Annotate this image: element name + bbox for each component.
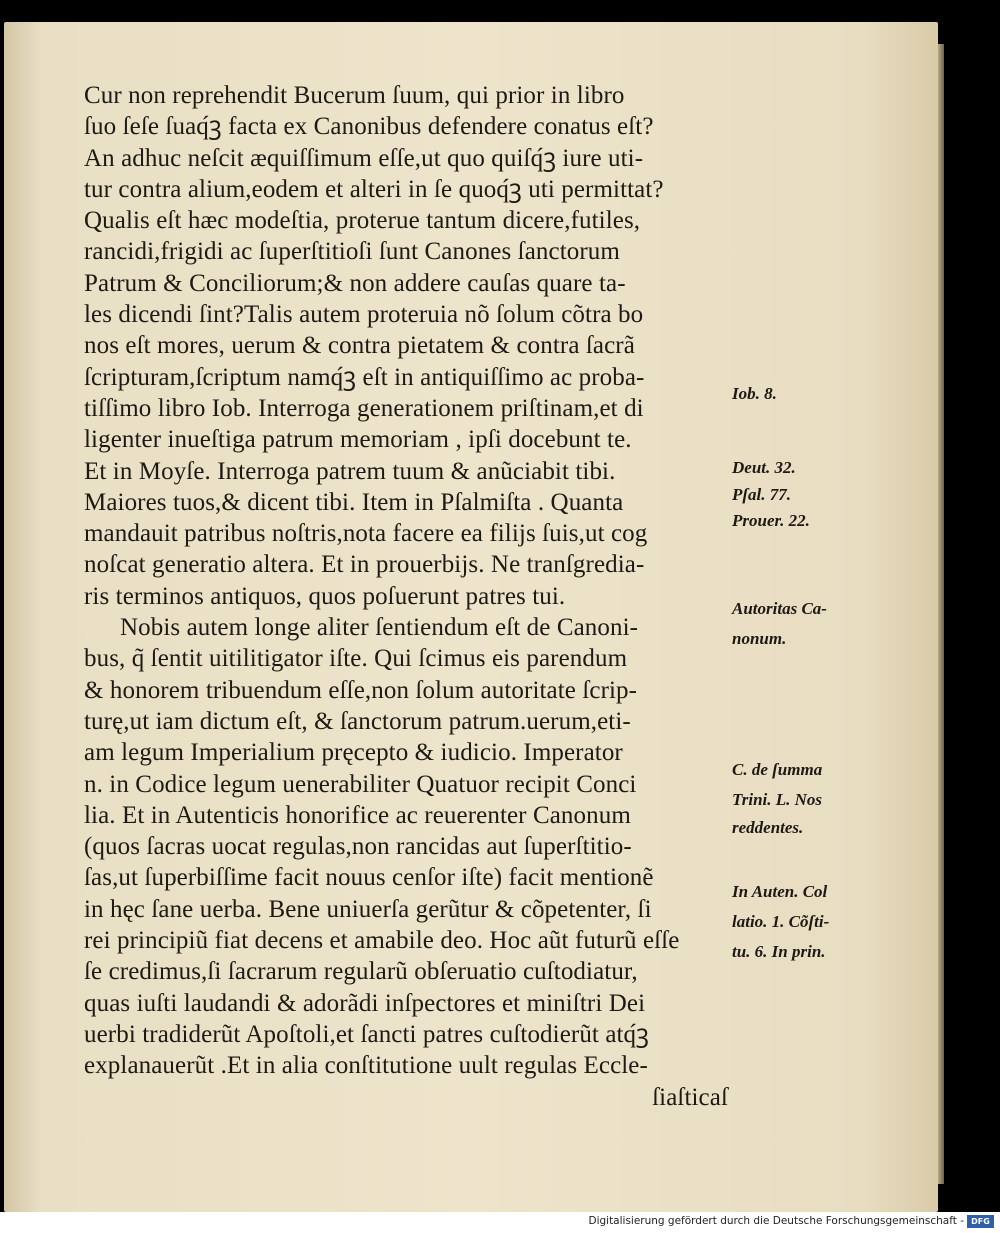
main-text-block: [84, 80, 734, 1113]
margin-note-cdesumma-3: reddentes.: [732, 818, 804, 837]
catchword: ſiaſticaſ: [652, 1083, 728, 1111]
margin-note-autoritas-2: nonum.: [732, 629, 787, 648]
margin-note-auten-2: latio. 1. Cõſti-: [732, 912, 830, 931]
page-edge-shadow: [938, 44, 944, 1184]
margin-note-psal: Pſal. 77.: [732, 485, 792, 504]
footer-bar: [0, 1212, 1000, 1233]
text-line: Qualis eſt hæc modeſtia, proterue tantum dicere,futiles,: [84, 207, 641, 235]
margin-note-job: Iob. 8.: [732, 384, 777, 403]
text-line: rancidi,frigidi ac ſuperſtitioſi ſunt Canones ſanctorum: [84, 238, 620, 266]
text-line: & honorem tribuendum eſſe,non ſolum autoritate ſcrip-: [84, 676, 638, 704]
text-line: (quos ſacras uocat regulas,non rancidas aut ſuperſtitio-: [84, 833, 632, 861]
text-line: am legum Imperialium pręcepto & iudicio. Imperator: [84, 739, 623, 767]
margin-note-auten: In Auten. Col: [732, 882, 828, 901]
text-line: Maiores tuos,& dicent tibi. Item in Pſalmiſta . Quanta: [84, 488, 624, 516]
text-line: turę,ut iam dictum eſt, & ſanctorum patrum.uerum,eti-: [84, 707, 631, 735]
text-line: An adhuc neſcit æquiſſimum eſſe,ut quo quiſq́ꝫ iure uti-: [84, 144, 644, 172]
text-line: quas iuſti laudandi & adorãdi inſpectores et miniſtri Dei: [84, 989, 646, 1017]
text-line: tur contra alium,eodem et alteri in ſe quoq́ꝫ uti permittat?: [84, 175, 664, 203]
text-line: in hęc ſane uerba. Bene uniuerſa gerũtur & cõpetenter, ſi: [84, 895, 652, 923]
text-line: Cur non reprehendit Bucerum ſuum, qui prior in libro: [84, 82, 625, 109]
margin-note-prouer: Prouer. 22.: [732, 511, 810, 530]
text-line: Et in Moyſe. Interroga patrem tuum & anũciabit tibi.: [84, 457, 616, 485]
book-page: [4, 22, 938, 1212]
text-line: bus, q̃ ſentit uitilitigator iſte. Qui ſcimus eis parendum: [84, 645, 628, 673]
paragraph-start-line: Nobis autem longe aliter ſentiendum eſt de Canoni-: [120, 614, 639, 642]
margin-note-autoritas: Autoritas Ca-: [732, 599, 827, 618]
margin-note-deut: Deut. 32.: [732, 458, 796, 477]
text-line: ſcripturam,ſcriptum namq́ꝫ eſt in antiquiſſimo ac proba-: [84, 363, 645, 391]
text-line: uerbi tradiderũt Apoſtoli,et ſancti patres cuſtodierũt atq́ꝫ: [84, 1020, 650, 1048]
text-line: Patrum & Conciliorum;& non addere cauſas quare ta-: [84, 269, 626, 297]
margin-note-auten-3: tu. 6. In prin.: [732, 942, 826, 961]
text-line: mandauit patribus noſtris,nota facere ea filijs ſuis,ut cog: [84, 520, 648, 548]
text-line: ſas,ut ſuperbiſſime facit nouus cenſor iſte) facit mentionẽ: [84, 864, 654, 892]
text-line: explanauerũt .Et in alia conſtitutione uult regulas Eccle-: [84, 1052, 648, 1080]
text-line: ris terminos antiquos, quos poſuerunt patres tui.: [84, 582, 566, 610]
text-line: tiſſimo libro Iob. Interroga generationem priſtinam,et di: [84, 394, 644, 422]
text-line: ligenter inueſtiga patrum memoriam , ipſi docebunt te.: [84, 426, 632, 454]
text-line: les dicendi ſint?Talis autem proteruia nõ ſolum cõtra bo: [84, 301, 644, 329]
dfg-logo: DFG: [967, 1215, 994, 1228]
text-line: noſcat generatio altera. Et in prouerbijs. Ne tranſgredia-: [84, 551, 645, 579]
funding-credit: Digitalisierung gefördert durch die Deutsche Forschungsgemeinschaft -: [588, 1215, 964, 1227]
margin-note-cdesumma: C. de ſumma: [732, 760, 823, 779]
text-line: rei principiũ fiat decens et amabile deo. Hoc aũt futurũ eſſe: [84, 927, 680, 955]
text-line: nos eſt mores, uerum & contra pietatem & contra ſacrã: [84, 332, 635, 360]
text-line: lia. Et in Autenticis honorifice ac reuerenter Canonum: [84, 801, 631, 829]
margin-note-cdesumma-2: Trini. L. Nos: [732, 790, 823, 809]
text-line: ſe credimus,ſi ſacrarum regularũ obſeruatio cuſtodiatur,: [84, 958, 638, 986]
text-line: n. in Codice legum uenerabiliter Quatuor recipit Conci: [84, 770, 637, 798]
text-line: ſuo ſeſe ſuaq́ꝫ facta ex Canonibus defendere conatus eſt?: [84, 113, 654, 141]
